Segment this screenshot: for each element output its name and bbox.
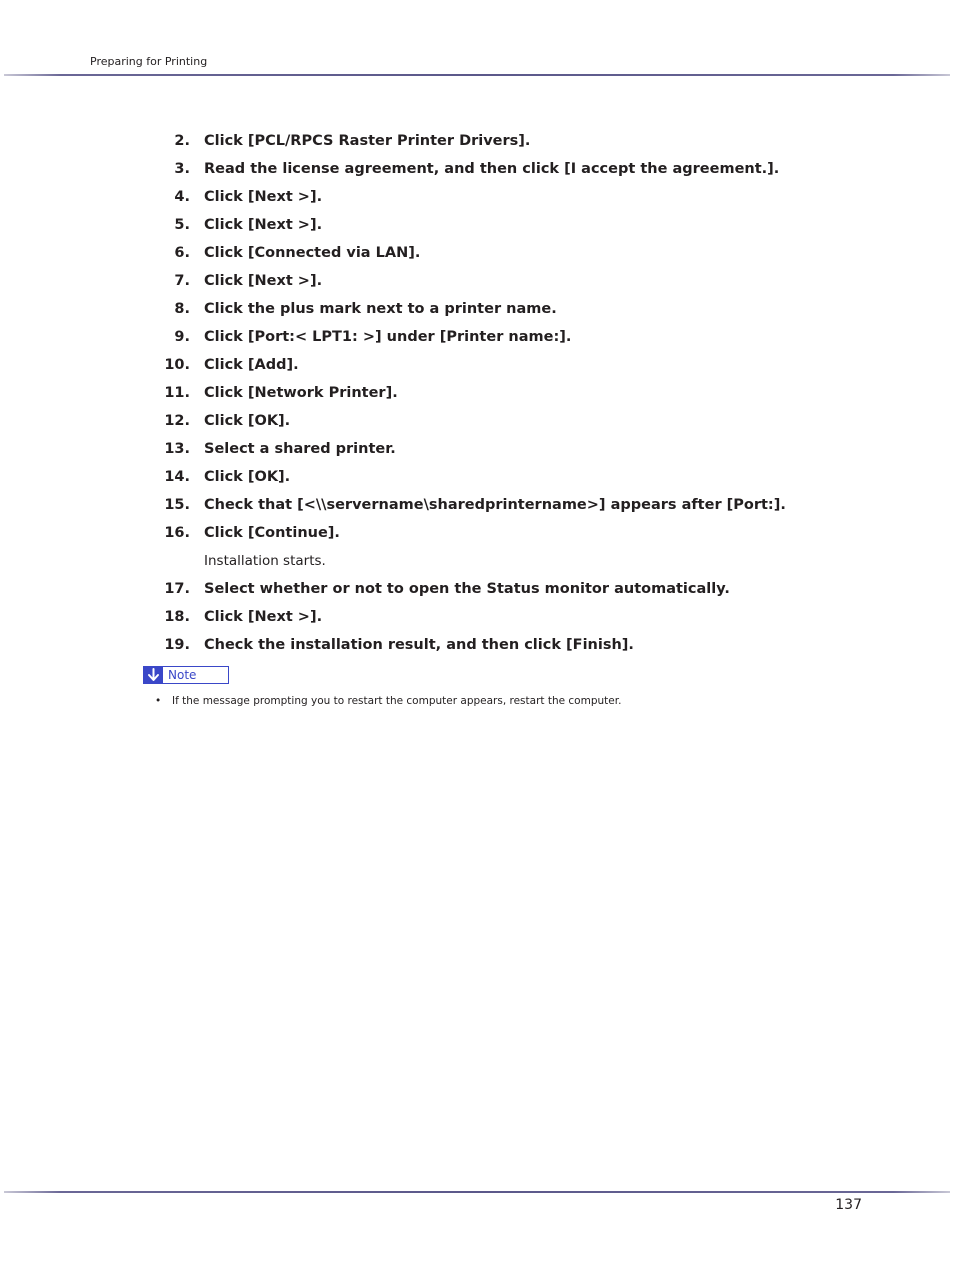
step-text: Click [Port:< LPT1: >] under [Printer name:]. bbox=[204, 329, 572, 345]
note-label: Note bbox=[168, 668, 197, 682]
down-arrow-icon bbox=[144, 667, 163, 683]
step-number: 15. bbox=[164, 497, 190, 513]
step-text: Click [OK]. bbox=[204, 413, 291, 429]
step-text: Click [Next >]. bbox=[204, 217, 323, 233]
step-text: Click the plus mark next to a printer name. bbox=[204, 301, 557, 317]
note-list bbox=[155, 693, 855, 709]
step-text: Click [Add]. bbox=[204, 357, 299, 373]
step-item bbox=[150, 214, 910, 242]
step-number: 13. bbox=[164, 441, 190, 457]
step-number: 3. bbox=[174, 161, 190, 177]
step-item bbox=[150, 466, 910, 494]
step-item bbox=[150, 186, 910, 214]
step-number: 10. bbox=[164, 357, 190, 373]
step-item bbox=[150, 326, 910, 354]
step-item bbox=[150, 522, 910, 550]
procedure-steps bbox=[150, 130, 910, 662]
step-number: 11. bbox=[164, 385, 190, 401]
step-item bbox=[150, 130, 910, 158]
step-item bbox=[150, 578, 910, 606]
running-header: Preparing for Printing bbox=[90, 55, 208, 68]
step-number: 5. bbox=[174, 217, 190, 233]
step-item bbox=[150, 354, 910, 382]
step-item bbox=[150, 242, 910, 270]
step-number: 18. bbox=[164, 609, 190, 625]
step-text: Click [Network Printer]. bbox=[204, 385, 398, 401]
step-item bbox=[150, 606, 910, 634]
step-result bbox=[150, 550, 910, 578]
step-item bbox=[150, 438, 910, 466]
step-number: 12. bbox=[164, 413, 190, 429]
step-item bbox=[150, 158, 910, 186]
note-text: If the message prompting you to restart the computer appears, restart the computer. bbox=[172, 695, 622, 707]
step-number: 6. bbox=[174, 245, 190, 261]
step-text: Check the installation result, and then click [Finish]. bbox=[204, 637, 634, 653]
step-number: 17. bbox=[164, 581, 190, 597]
step-item bbox=[150, 634, 910, 662]
step-number: 16. bbox=[164, 525, 190, 541]
step-text: Click [PCL/RPCS Raster Printer Drivers]. bbox=[204, 133, 531, 149]
footer-rule bbox=[4, 1191, 950, 1193]
step-number: 19. bbox=[164, 637, 190, 653]
step-text: Click [Next >]. bbox=[204, 189, 323, 205]
step-item bbox=[150, 298, 910, 326]
step-text: Read the license agreement, and then click [I accept the agreement.]. bbox=[204, 161, 780, 177]
step-number: 2. bbox=[174, 133, 190, 149]
step-number: 14. bbox=[164, 469, 190, 485]
step-text: Select whether or not to open the Status monitor automatically. bbox=[204, 581, 730, 597]
step-text: Click [Connected via LAN]. bbox=[204, 245, 421, 261]
step-result-text: Installation starts. bbox=[204, 553, 326, 569]
step-text: Click [Next >]. bbox=[204, 273, 323, 289]
step-text: Check that [<\\servername\sharedprintername>] appears after [Port:]. bbox=[204, 497, 786, 513]
step-text: Click [Next >]. bbox=[204, 609, 323, 625]
step-number: 4. bbox=[174, 189, 190, 205]
list-item bbox=[155, 693, 855, 709]
step-item bbox=[150, 270, 910, 298]
page-number: 137 bbox=[835, 1197, 862, 1213]
step-number: 7. bbox=[174, 273, 190, 289]
step-text: Click [OK]. bbox=[204, 469, 291, 485]
step-item bbox=[150, 410, 910, 438]
step-item bbox=[150, 494, 910, 522]
bullet-icon: • bbox=[155, 695, 162, 707]
step-text: Select a shared printer. bbox=[204, 441, 396, 457]
step-number: 9. bbox=[174, 329, 190, 345]
step-item bbox=[150, 382, 910, 410]
note-heading bbox=[143, 666, 229, 684]
step-text: Click [Continue]. bbox=[204, 525, 340, 541]
header-rule bbox=[4, 74, 950, 76]
step-number: 8. bbox=[174, 301, 190, 317]
